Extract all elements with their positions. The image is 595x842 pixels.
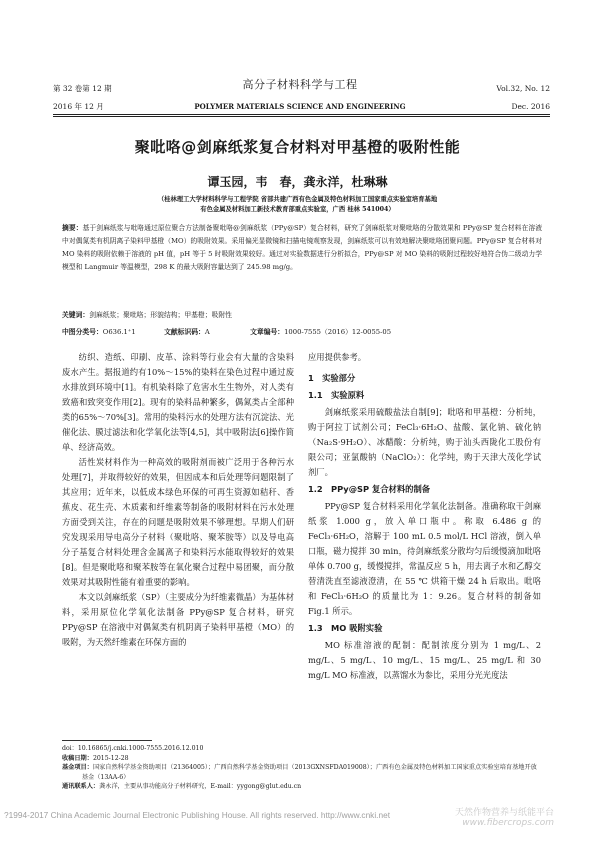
abstract-text: 基于剑麻纸浆与吡咯通过原位聚合方法制备聚吡咯@剑麻纸浆（PPy@SP）复合材料，研究了剑麻纸浆对聚吡咯的分散效果和 PPy@SP 复合材料在溶液中对偶氮类有机阴离子染料甲基橙（MO）的吸附效果。采用偏光显微镜和扫描电镜观察发现，剑麻纸浆可以有效地解决聚吡咯团聚问题。PPy@SP 复合材料对 MO 染料的吸附依赖于溶液的 pH 值，pH 等于 5 时吸附效果较好。通过对实验数据进行分析拟合，PPy@SP 对 MO 染料的吸附过程较好地符合伪二级动力学模型和 Langmuir 等温模型，298 K 的最大吸附容量达到了 245.98 mg/g。 (62, 224, 542, 271)
body-right-column (308, 350, 541, 683)
fund-label: 基金项目： (62, 764, 93, 771)
keywords-line (62, 310, 542, 321)
intro-paragraph-2: 活性炭材料作为一种高效的吸附剂而被广泛用于各种污水处理[7]，并取得较好的效果，但因成本和后处理等问题限制了其应用；近年来，以低成本绿色环保的可再生资源如秸秆、香蕉皮、花生壳、木质素和纤维素等制备的吸附材料在污水处理方面受到关注，存在的问题是吸附效果不够理想。早期人们研究发现采用导电高分子材料（聚吡咯、聚苯胺等）以及导电高分子基复合材料处理含金属离子和染料污水能取得较好的效果[8]。但是聚吡咯和聚苯胺等在氧化聚合过程中易团聚，而分散效果对其吸附性能有着重要的影响。 (62, 457, 294, 587)
watermark-cn: 天然作物营养与纸能平台 (455, 808, 555, 818)
header-rule (53, 114, 550, 115)
clc-number: O636.1⁺1 (102, 328, 136, 336)
keywords: 剑麻纸浆；聚吡咯；形貌结构；甲基橙；吸附性 (89, 311, 232, 319)
fund-text: 国家自然科学基金资助项目（21364005）；广西自然科学基金资助项目（2013GXNSFDA019008）；广西有色金属及特色材料加工国家重点实验室培育基地开放基金（13AA-6） (81, 764, 537, 781)
journal-name-block (170, 76, 430, 111)
intro-continuation: 应用提供参考。 (308, 352, 367, 362)
footnote (62, 744, 542, 792)
doi: doi：10.16865/j.cnki.1000-7555.2016.12.010 (62, 745, 204, 752)
affiliation-line-1: （桂林理工大学材料科学与工程学院 省部共建广西有色金属及特色材料加工国家重点实验室培育基地 (157, 196, 438, 203)
volume-cn: 第 32 卷第 12 期 (53, 84, 112, 93)
journal-issue-info (53, 84, 112, 112)
abstract (62, 222, 542, 274)
abstract-label: 摘要： (62, 224, 83, 232)
article-authors: 谭玉园，韦 春，龚永洋，杜琳琳 (207, 175, 388, 189)
article-number-label: 文章编号： (250, 328, 285, 336)
contact-text: 龚永洋，主要从事功能高分子材料研究，E-mail：yygong@glut.edu.cn (99, 783, 302, 790)
received-line (62, 754, 542, 764)
article-number: 1000-7555（2016）12-0055-05 (284, 328, 392, 336)
affiliation-line-2: 有色金属及材料加工新技术教育部重点实验室，广西 桂林 541004） (200, 206, 395, 213)
section-heading-1-1: 1.1 实验原料 (308, 390, 365, 400)
materials-paragraph: 剑麻纸浆采用硫酸盐法自制[9]；吡咯和甲基橙：分析纯，购于阿拉丁试剂公司；FeCl₃·6H₂O、盐酸、氯化钠、硫化钠（Na₂S·9H₂O）、冰醋酸：分析纯，购于汕头西陇化工股份有限公司；亚氯酸钠（NaClO₂）：化学纯，购于天津大茂化学试剂厂。 (308, 407, 541, 477)
intro-paragraph-1: 纺织、造纸、印刷、皮革、涂料等行业会有大量的含染料废水产生。据报道约有10%～15%的染料在染色过程中通过废水排放到环境中[1]。有机染料除了危害水生生物外，对人类有致癌和致突变作用[2]。现有的染料品种繁多，偶氮类占全部种类的65%～70%[3]。常用的染料污水的处理方法有沉淀法、光催化法、膜过滤法和化学氧化法等[4,5]，其中吸附法[6]操作简单、经济高效。 (62, 352, 294, 452)
adsorption-paragraph: MO 标准溶液的配制：配制浓度分别为 1 mg/L、2 mg/L、5 mg/L、10 mg/L、15 mg/L、25 mg/L 和 30 mg/L MO 标准液，以蒸馏水为参比，采用分光光度法 (308, 640, 541, 680)
date-cn: 2016 年 12 月 (53, 102, 104, 111)
section-heading-1-2: 1.2 PPy@SP 复合材料的制备 (308, 484, 431, 494)
header-rule-thin (53, 116, 550, 117)
contact-line (62, 782, 542, 792)
section-heading-1: 1 实验部分 (308, 373, 356, 383)
fund-line (62, 763, 542, 782)
volume-en: Vol.32, No. 12 (496, 84, 550, 93)
section-heading-1-3: 1.3 MO 吸附实验 (308, 623, 383, 633)
watermark-url: www.fibercrops.com (462, 818, 555, 828)
doc-code: A (204, 328, 210, 336)
received-label: 收稿日期： (62, 754, 93, 762)
intro-paragraph-3: 本文以剑麻纸浆（SP）（主要成分为纤维素微晶）为基体材料，采用原位化学氧化法制备 PPy@SP 复合材料，研究 PPy@SP 在溶液中对偶氮类有机阴离子染料甲基橙（MO）的吸附，为天然纤维素在环保方面的 (62, 592, 294, 647)
site-watermark (455, 805, 554, 828)
copyright-line: ?1994-2017 China Academic Journal Electronic Publishing House. All rights reserved. http://www.cnki.net (4, 810, 391, 820)
classification-line (62, 327, 542, 338)
date-en: Dec. 2016 (511, 102, 550, 111)
author-affiliation (60, 195, 535, 215)
journal-name-cn: 高分子材料科学与工程 (242, 78, 358, 91)
keywords-label: 关键词： (62, 311, 90, 319)
journal-volume-info-en (496, 84, 550, 112)
keywords-block (62, 310, 542, 338)
body-left-column (62, 350, 294, 650)
preparation-paragraph: PPy@SP 复合材料采用化学氧化法制备。准确称取干剑麻纸浆 1.000 g，放入单口瓶中。称取 6.486 g 的 FeCl₃·6H₂O，溶解于 100 mL 0.5 mol/L HCl 溶液，倒入单口瓶，磁力搅拌 30 min，待剑麻纸浆分散均匀后缓慢滴加吡咯单体 0.700 g，缓慢搅拌，常温反应 5 h，用去离子水和乙醇交替清洗直至滤液澄清，在 55 ℃ 烘箱干燥 24 h 后取出。吡咯和 FeCl₃·6H₂O 的质量比为 1：9.26。复合材料的制备如 Fig.1 所示。 (308, 501, 541, 616)
footnote-rule (62, 740, 152, 741)
article-title: 聚吡咯@剑麻纸浆复合材料对甲基橙的吸附性能 (134, 138, 461, 156)
journal-name-en: POLYMER MATERIALS SCIENCE AND ENGINEERING (194, 102, 406, 111)
contact-label: 通讯联系人： (62, 783, 100, 790)
received-date: 2015-12-28 (92, 754, 129, 762)
doc-code-label: 文献标识码： (164, 328, 205, 336)
clc-label: 中图分类号： (62, 328, 103, 336)
